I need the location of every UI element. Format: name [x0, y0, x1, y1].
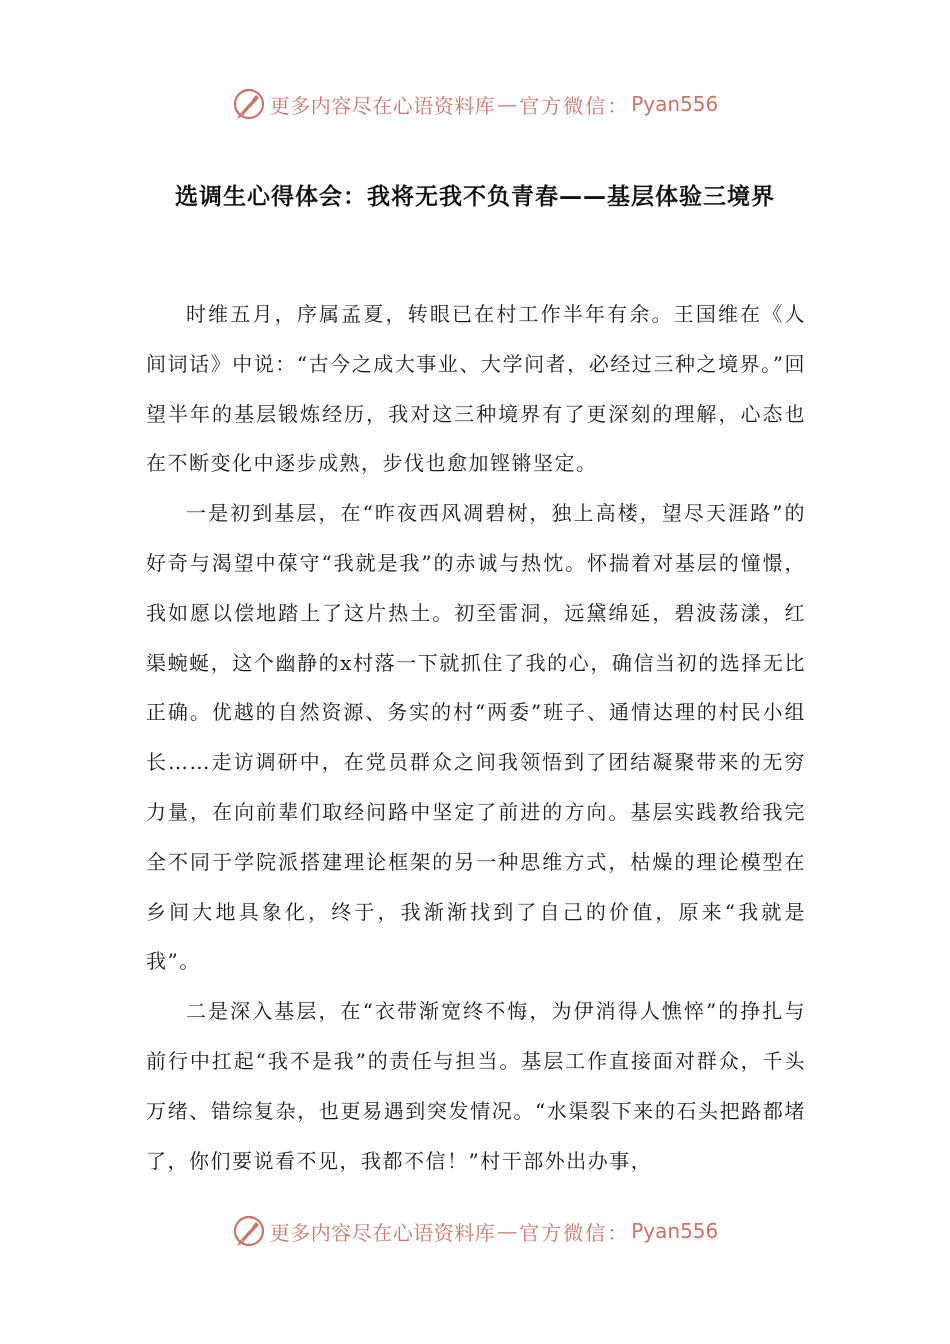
paragraph: 一是初到基层，在“昨夜西风凋碧树，独上高楼，望尽天涯路”的好奇与渴望中葆守“我就是我”的赤诚与热忱。怀揣着对基层的憧憬，我如愿以偿地踏上了这片热土。初至雷洞，远黛绵延，碧波荡漾，红渠蜿蜒，这个幽静的x村落一下就抓住了我的心，确信当初的选择无比正确。优越的自然资源、务实的村“两委”班子、通情达理的村民小组长……走访调研中，在党员群众之间我领悟到了团结凝聚带来的无穷力量，在向前辈们取经问路中坚定了前进的方向。基层实践教给我完全不同于学院派搭建理论框架的另一种思维方式，枯燥的理论模型在乡间大地具象化，终于，我渐渐找到了自己的价值，原来“我就是我”。: [146, 501, 806, 974]
watermark-wechat-id: Pyan556: [631, 92, 719, 116]
watermark-wechat-label: 官方微信：: [519, 93, 630, 118]
watermark-wechat-id: Pyan556: [631, 1219, 719, 1243]
watermark-separator: —: [497, 92, 518, 116]
quill-pen-icon: [232, 87, 266, 121]
paragraph: 二是深入基层，在“衣带渐宽终不悔，为伊消得人憔悴”的挣扎与前行中扛起“我不是我”的责任与担当。基层工作直接面对群众，千头万绪、错综复杂，也更易遇到突发情况。“水渠裂下来的石头把路都堵了，你们要说看不见，我都不信！”村干部外出办事，: [146, 999, 806, 1173]
quill-pen-icon: [232, 1214, 266, 1248]
watermark-text: 更多内容尽在心语资料库: [269, 93, 496, 118]
document-body: [146, 290, 806, 1186]
watermark-separator: —: [497, 1219, 518, 1243]
paragraph: 时维五月，序属孟夏，转眼已在村工作半年有余。王国维在《人间词话》中说：“古今之成大事业、大学问者，必经过三种之境界。”回望半年的基层锻炼经历，我对这三种境界有了更深刻的理解，心态也在不断变化中逐步成熟，步伐也愈加铿锵坚定。: [146, 302, 806, 476]
watermark-banner-top: [0, 84, 950, 124]
watermark-wechat-label: 官方微信：: [519, 1220, 630, 1245]
document-title: 选调生心得体会：我将无我不负青春——基层体验三境界: [175, 184, 775, 210]
watermark-banner-bottom: [0, 1211, 950, 1251]
watermark-text: 更多内容尽在心语资料库: [269, 1220, 496, 1245]
